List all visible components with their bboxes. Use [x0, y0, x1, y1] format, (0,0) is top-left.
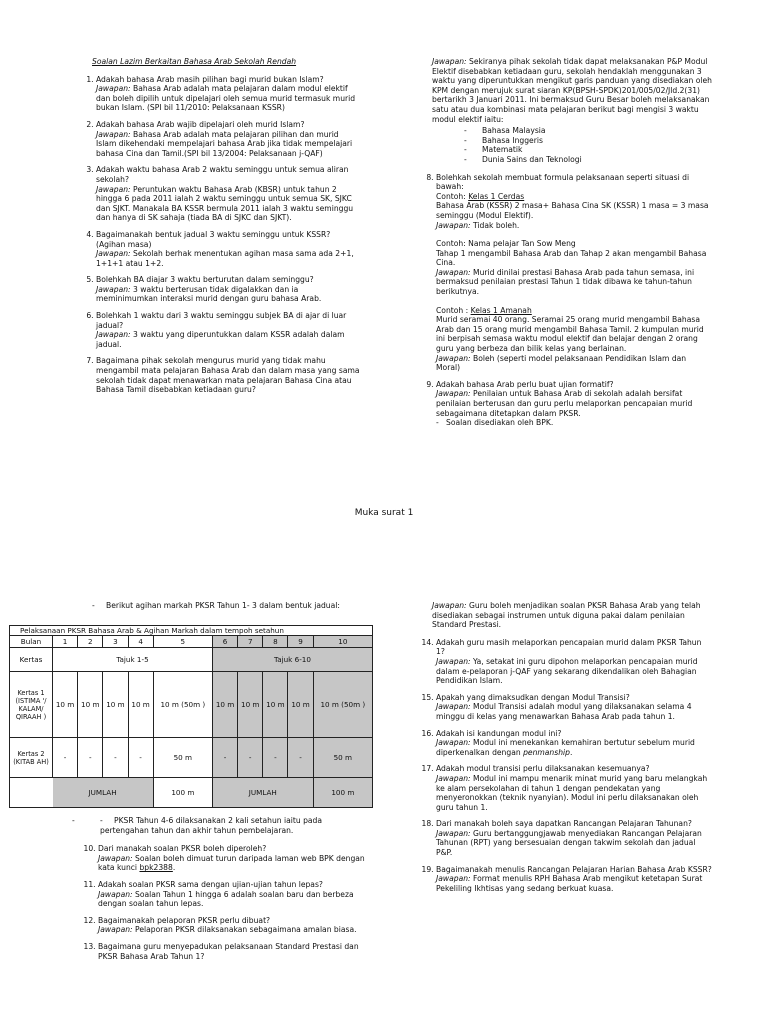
- faq-item-12: [98, 916, 365, 935]
- faq-item-9: [436, 380, 712, 428]
- faq-item-19: [436, 865, 712, 894]
- table-cell: 10 m: [103, 672, 128, 738]
- faq-item-10: [98, 844, 365, 873]
- faq-list-right: [418, 173, 712, 428]
- month-header: 5: [153, 636, 212, 648]
- page2-intro: [92, 601, 382, 615]
- table-cell: 10 m (50m ): [313, 672, 372, 738]
- q7-answer: Jawapan: Sekiranya pihak sekolah tidak dapat melaksanakan P&P Modul Elektif disebabkan ketiadaan guru, sekolah hendaklah menggunakan 3 waktu yang diperuntukkan mengikut garis panduan yang disediakan oleh KPM dengan merujuk surat siaran KP(BPSH-SPDK)201/005/02/Jld.2(31) bertarikh 3 Januari 2011. Ini bermaksud Guru Besar boleh melaksanakan satu atau dua kombinasi mata pelajaran berikut bagi mengisi 3 waktu modul elektif iaitu:: [432, 57, 712, 124]
- total-value-b: 100 m: [313, 778, 372, 808]
- faq-item-13: [98, 942, 365, 961]
- table-cell: -: [103, 738, 128, 778]
- marks-table: [9, 625, 373, 808]
- answer: Jawapan: Peruntukan waktu Bahasa Arab (KBSR) untuk tahun 2 hingga 6 pada 2011 ialah 2 waktu seminggu untuk semua SK, SJKC dan SJKT. Manakala BA KSSR bermula 2011 ialah 3 waktu seminggu dan hanya di SK sahaja (tiada BA di SJKC dan SJKT).: [96, 184, 354, 223]
- example-2-text: Tahap 1 mengambil Bahasa Arab dan Tahap 2 akan mengambil Bahasa Cina.: [436, 248, 707, 268]
- page1-left-column: [78, 57, 360, 402]
- month-header: 10: [313, 636, 372, 648]
- month-header: 1: [53, 636, 78, 648]
- table-cell: 50 m: [313, 738, 372, 778]
- page-title: Soalan Lazim Berkaitan Bahasa Arab Sekolah Rendah: [92, 57, 297, 66]
- list-item: - Dunia Sains dan Teknologi: [464, 155, 712, 165]
- faq-item-5: [96, 275, 360, 304]
- table-cell: 10 m: [212, 672, 237, 738]
- q13-answer: Jawapan: Guru boleh menjadikan soalan PKSR Bahasa Arab yang telah disediakan sebagai instrumen untuk diguna pakai dalam penilaian Standard Prestasi.: [432, 601, 701, 630]
- month-header: 9: [288, 636, 313, 648]
- question: 10. Dari manakah soalan PKSR boleh diperoleh?: [98, 844, 267, 854]
- source-note: - Soalan disediakan oleh BPK.: [436, 418, 554, 428]
- faq-item-15: [436, 693, 712, 722]
- faq-item-16: [436, 729, 712, 758]
- answer: Jawapan: Soalan boleh dimuat turun daripada laman web BPK dengan kata kunci bpk2388.: [98, 853, 365, 873]
- question: 14. Adakah guru masih melaporkan pencapaian murid dalam PKSR Tahun 1?: [436, 637, 702, 657]
- answer: Jawapan: Ya, setakat ini guru dipohon melaporkan pencapaian murid dalam e-pelaporan j-QAF yang sekarang dikendalikan oleh Bahagian Pendidikan Islam.: [436, 656, 698, 686]
- table-cell: -: [263, 738, 288, 778]
- question: 7. Bagaimana pihak sekolah mengurus murid yang tidak mahu mengambil mata pelajaran Bahasa Arab dan dalam masa yang sama sekolah tidak dapat menawarkan mata pelajaran Bahasa Cina atau Bahasa Tamil disebabkan ketiadaan guru?: [96, 356, 360, 395]
- kertas-header: Kertas: [10, 648, 53, 672]
- page-footer: Muka surat 1: [354, 508, 414, 518]
- example-3-heading: Contoh : Kelas 1 Amanah: [436, 305, 532, 315]
- question: 1. Adakah bahasa Arab masih pilihan bagi murid bukan Islam?: [96, 74, 324, 84]
- question: 19. Bagaimanakah menulis Rancangan Pelajaran Harian Bahasa Arab KSSR?: [436, 864, 712, 874]
- topic-range-a: Tajuk 1-5: [53, 648, 213, 672]
- list-item: - Bahasa Inggeris: [464, 136, 712, 146]
- answer: Jawapan: Tidak boleh.: [436, 220, 520, 230]
- question: 15. Apakah yang dimaksudkan dengan Modul Transisi?: [436, 692, 630, 702]
- faq-item-8: [436, 173, 712, 373]
- table-cell: 10 m: [128, 672, 153, 738]
- example-2-heading: Contoh: Nama pelajar Tan Sow Meng: [436, 239, 576, 249]
- table-cell: 50 m: [153, 738, 212, 778]
- table-cell: 10 m (50m ): [153, 672, 212, 738]
- topic-range-b: Tajuk 6-10: [212, 648, 372, 672]
- table-cell: 10 m: [53, 672, 78, 738]
- answer: Jawapan: Modul ini menekankan kemahiran bertutur sebelum murid diperkenalkan dengan penmanship.: [436, 738, 695, 757]
- table-cell: 10 m: [263, 672, 288, 738]
- list-item: - Matematik: [464, 145, 712, 155]
- answer: Jawapan: Soalan Tahun 1 hingga 6 adalah soalan baru dan berbeza dengan soalan tahun lepas.: [98, 889, 354, 909]
- table-cell: 10 m: [78, 672, 103, 738]
- question: 5. Bolehkah BA diajar 3 waktu berturutan dalam seminggu?: [96, 275, 314, 285]
- pksr-note: - - PKSR Tahun 4-6 dilaksanakan 2 kali setahun iaitu pada pertengahan tahun dan akhir tahun pembelajaran.: [80, 816, 365, 835]
- table-cell: -: [128, 738, 153, 778]
- question: 2. Adakah bahasa Arab wajib dipelajari oleh murid Islam?: [96, 119, 305, 129]
- page2-left-column: [80, 816, 365, 968]
- elective-subject-list: [432, 126, 712, 164]
- answer: Jawapan: Boleh (seperti model pelaksanaan Pendidikan Islam dan Moral): [436, 353, 687, 373]
- faq-item-14: [436, 638, 712, 686]
- month-header: 8: [263, 636, 288, 648]
- table-cell: 10 m: [238, 672, 263, 738]
- faq-item-2: [96, 120, 360, 158]
- answer: Jawapan: Modul ini mampu menarik minat murid yang baru melangkah ke alam persekolahan di tahun 1 dengan pendekatan yang menyeronokkan (teknik nyanyian). Modul ini perlu dilaksanakan oleh guru tahun 1.: [436, 773, 708, 812]
- question: 16. Adakah isi kandungan modul ini?: [436, 728, 562, 738]
- answer: Jawapan: 3 waktu yang diperuntukkan dalam KSSR adalah dalam jadual.: [96, 330, 345, 349]
- month-header: 7: [238, 636, 263, 648]
- total-label-a: JUMLAH: [53, 778, 154, 808]
- total-value-a: 100 m: [153, 778, 212, 808]
- answer: Jawapan: Bahasa Arab adalah mata pelajaran pilihan dan murid Islam dikehendaki mempelajari bahasa Arab jika tidak mempelajari bahasa Cina dan Tamil.(SPI bil 13/2004: Pelaksanaan j-QAF): [96, 129, 353, 158]
- table-cell: -: [78, 738, 103, 778]
- table-cell: -: [53, 738, 78, 778]
- answer: Jawapan: Bahasa Arab adalah mata pelajaran dalam modul elektif dan boleh dipilih untuk dipelajari oleh semua murid termasuk murid bukan Islam. (SPI bil 11/2010: Pelaksanaan KSSR): [96, 84, 356, 113]
- faq-item-11: [98, 880, 365, 909]
- question: 8. Bolehkah sekolah membuat formula pelaksanaan seperti situasi di bawah:: [436, 172, 690, 192]
- answer: Jawapan: Penilaian untuk Bahasa Arab di sekolah adalah bersifat penilaian berterusan dan guru perlu melaporkan pencapaian murid sebagaimana ditetapkan dalam PKSR.: [436, 389, 693, 418]
- answer: Jawapan: Guru bertanggungjawab menyediakan Rancangan Pelajaran Tahunan (RPT) yang bersesuaian dengan takwim sekolah dan jadual P&P.: [436, 828, 702, 858]
- question: 6. Bolehkah 1 waktu dari 3 waktu seminggu subjek BA di ajar di luar jadual?: [96, 311, 347, 330]
- month-header: 6: [212, 636, 237, 648]
- table-cell: -: [288, 738, 313, 778]
- faq-list-left: [78, 75, 360, 395]
- answer: Jawapan: Pelaporan PKSR dilaksanakan sebagaimana amalan biasa.: [98, 925, 357, 935]
- question: 3. Adakah waktu bahasa Arab 2 waktu seminggu untuk semua aliran sekolah?: [96, 165, 349, 184]
- table-caption: Pelaksanaan PKSR Bahasa Arab & Agihan Markah dalam tempoh setahun: [10, 626, 373, 636]
- answer: Jawapan: Format menulis RPH Bahasa Arab mengikut ketetapan Surat Pekeliling Ikhtisas yang sedang berkuat kuasa.: [436, 874, 703, 893]
- answer: Jawapan: Sekolah berhak menentukan agihan masa sama ada 2+1, 1+1+1 atau 1+2.: [96, 249, 354, 268]
- question: 11. Adakah soalan PKSR sama dengan ujian-ujian tahun lepas?: [98, 879, 323, 889]
- total-label-b: JUMLAH: [212, 778, 313, 808]
- example-1-heading: Contoh: Kelas 1 Cerdas: [436, 191, 525, 201]
- month-header: 4: [128, 636, 153, 648]
- answer: Jawapan: 3 waktu berterusan tidak digalakkan dan ia meminimumkan interaksi murid dengan guru bahasa Arab.: [96, 284, 322, 304]
- month-header: 2: [78, 636, 103, 648]
- answer: Jawapan: Modul Transisi adalah modul yang dilaksanakan selama 4 minggu di kelas yang menawarkan Bahasa Arab pada tahun 1.: [436, 702, 692, 721]
- list-item: - Bahasa Malaysia: [464, 126, 712, 136]
- faq-item-1: [96, 75, 360, 113]
- question: 17. Adakah modul transisi perlu dilaksanakan kesemuanya?: [436, 764, 650, 774]
- paper-1-label: Kertas 1 (ISTIMA '/ KALAM/ QIRAAH ): [10, 672, 53, 738]
- intro-bullet: - Berikut agihan markah PKSR Tahun 1- 3 dalam bentuk jadual:: [92, 601, 382, 611]
- question: 9. Adakah bahasa Arab perlu buat ujian formatif?: [436, 379, 614, 389]
- faq-item-7: [96, 356, 360, 394]
- example-1-text: Bahasa Arab (KSSR) 2 masa+ Bahasa Cina SK (KSSR) 1 masa = 3 masa seminggu (Modul Elektif).: [436, 201, 709, 220]
- example-3-text: Murid seramai 40 orang. Seramai 25 orang murid mengambil Bahasa Arab dan 15 orang murid mengambil Bahasa Tamil. 2 kumpulan murid ini berpisah semasa waktu modul elektif dan belajar dengan 2 orang guru yang berbeza dan bilik kelas yang berlainan.: [436, 315, 704, 354]
- faq-item-18: [436, 819, 712, 857]
- table-cell-empty: [10, 778, 53, 808]
- paper-2-label: Kertas 2 (KITAB AH): [10, 738, 53, 778]
- faq-item-3: [96, 165, 360, 223]
- page1-right-column: [432, 57, 712, 435]
- faq-list-page2-right: [418, 638, 712, 894]
- faq-item-6: [96, 311, 360, 349]
- table-cell: -: [212, 738, 237, 778]
- faq-item-17: [436, 764, 712, 812]
- table-cell: 10 m: [288, 672, 313, 738]
- keyword-link[interactable]: bpk2388: [139, 863, 173, 873]
- question: 12. Bagaimanakah pelaporan PKSR perlu dibuat?: [98, 915, 271, 925]
- faq-item-4: [96, 230, 360, 268]
- page2-right-column: [432, 601, 712, 900]
- question: 13. Bagaimana guru menyepadukan pelaksanaan Standard Prestasi dan PKSR Bahasa Arab Tahun 1?: [98, 941, 359, 961]
- month-header: 3: [103, 636, 128, 648]
- table-cell: -: [238, 738, 263, 778]
- question: 18. Dari manakah boleh saya dapatkan Rancangan Pelajaran Tahunan?: [436, 819, 692, 829]
- faq-list-page2-left: [80, 844, 365, 961]
- question: 4. Bagaimanakah bentuk jadual 3 waktu seminggu untuk KSSR? (Agihan masa): [96, 229, 331, 249]
- answer: Jawapan: Murid dinilai prestasi Bahasa Arab pada tahun semasa, ini bermaksud penilaian prestasi Tahun 1 tidak dibawa ke tahun-tahun berikutnya.: [436, 267, 695, 297]
- bulan-header: Bulan: [10, 636, 53, 648]
